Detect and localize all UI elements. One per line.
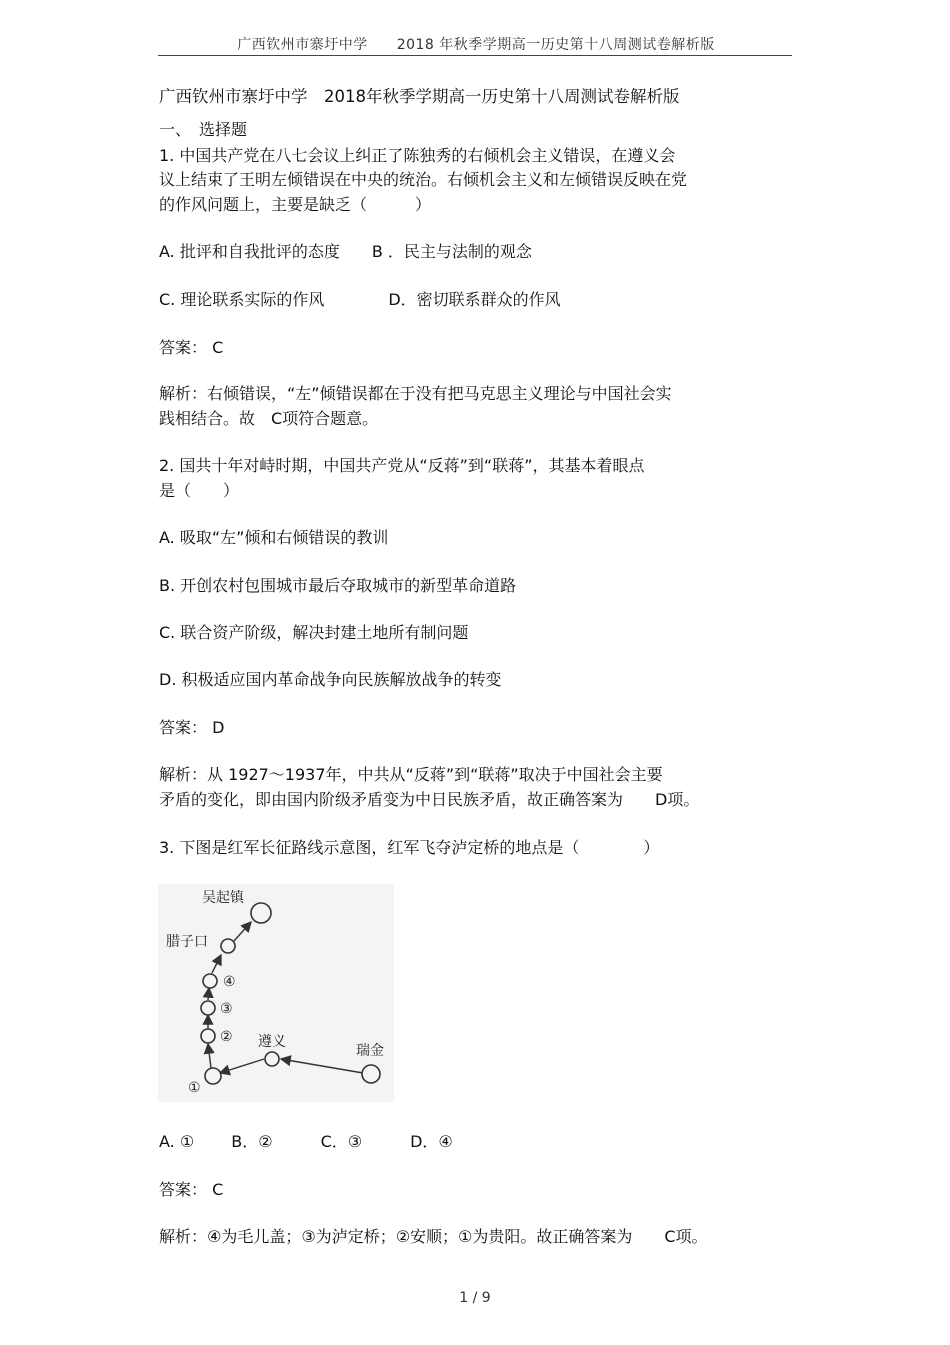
q2-analysis-line-1: 解析：从 1927～1937年，中共从“反蒋”到“联蒋”取决于中国社会主要 <box>159 765 663 784</box>
route-p3-p4 <box>208 988 209 1000</box>
label-wuqizhen: 吴起镇 <box>202 890 244 906</box>
q2-answer: 答案： D <box>159 718 225 737</box>
wuqizhen-marker <box>251 903 271 923</box>
page-number: 1 / 9 <box>459 1290 491 1306</box>
point-2-marker <box>201 1029 215 1043</box>
label-point-3: ③ <box>220 1001 233 1017</box>
q3-analysis: 解析：④为毛儿盖；③为泸定桥；②安顺；①为贵阳。故正确答案为 C项。 <box>159 1227 708 1246</box>
q3-answer: 答案： C <box>159 1180 224 1199</box>
point-4-marker <box>203 974 217 988</box>
route-p1-p2 <box>208 1044 211 1068</box>
q2-option-d: D. 积极适应国内革命战争向民族解放战争的转变 <box>159 670 502 689</box>
header-rule <box>158 55 792 56</box>
zunyi-marker <box>265 1052 279 1066</box>
q3-options: A. ① B．② C．③ D．④ <box>159 1132 453 1151</box>
route-zunyi-p1 <box>220 1059 264 1073</box>
q3-stem: 3. 下图是红军长征路线示意图，红军飞夺泸定桥的地点是（ ） <box>159 838 660 857</box>
q1-stem-line-3: 的作风问题上，主要是缺乏（ ） <box>159 195 432 214</box>
q2-stem-line-1: 2. 国共十年对峙时期，中国共产党从“反蒋”到“联蒋”，其基本着眼点 <box>159 456 645 475</box>
route-ruijin-zunyi <box>281 1059 363 1073</box>
q1-analysis-line-2: 践相结合。故 C项符合题意。 <box>159 409 379 428</box>
label-point-4: ④ <box>223 974 236 990</box>
long-march-route-map <box>158 884 394 1102</box>
q2-analysis-line-2: 矛盾的变化，即由国内阶级矛盾变为中日民族矛盾，故正确答案为 D项。 <box>159 790 700 809</box>
ruijin-marker <box>362 1065 380 1083</box>
label-point-1: ① <box>188 1080 201 1096</box>
point-3-marker <box>201 1001 215 1015</box>
q2-option-b: B. 开创农村包围城市最后夺取城市的新型革命道路 <box>159 576 517 595</box>
document-title: 广西钦州市寨圩中学 2018年秋季学期高一历史第十八周测试卷解析版 <box>159 87 680 106</box>
point-1-marker <box>205 1068 221 1084</box>
section-heading: 一、 选择题 <box>159 120 248 139</box>
q2-option-c: C. 联合资产阶级，解决封建土地所有制问题 <box>159 623 469 642</box>
q2-option-a: A. 吸取“左”倾和右倾错误的教训 <box>159 528 389 547</box>
label-ruijin: 瑞金 <box>356 1043 384 1059</box>
label-point-2: ② <box>220 1029 233 1045</box>
q1-options-row-2: C. 理论联系实际的作风 D．密切联系群众的作风 <box>159 290 561 309</box>
q1-stem-line-1: 1. 中国共产党在八七会议上纠正了陈独秀的右倾机会主义错误，在遵义会 <box>159 146 676 165</box>
q1-answer: 答案： C <box>159 338 224 357</box>
q1-analysis-line-1: 解析：右倾错误，“左”倾错误都在于没有把马克思主义理论与中国社会实 <box>159 384 672 403</box>
page-header: 广西钦州市寨圩中学 2018 年秋季学期高一历史第十八周测试卷解析版 <box>237 37 715 53</box>
label-zunyi: 遵义 <box>258 1034 286 1050</box>
lazikou-marker <box>221 939 235 953</box>
q2-stem-line-2: 是（ ） <box>159 481 240 500</box>
route-p4-lazikou <box>212 955 221 973</box>
route-lazikou-wuqizhen <box>234 922 251 941</box>
q1-stem-line-2: 议上结束了王明左倾错误在中央的统治。右倾机会主义和左倾错误反映在党 <box>159 170 688 189</box>
q1-options-row-1: A. 批评和自我批评的态度 B ．民主与法制的观念 <box>159 242 532 261</box>
label-lazikou: 腊子口 <box>166 934 208 950</box>
